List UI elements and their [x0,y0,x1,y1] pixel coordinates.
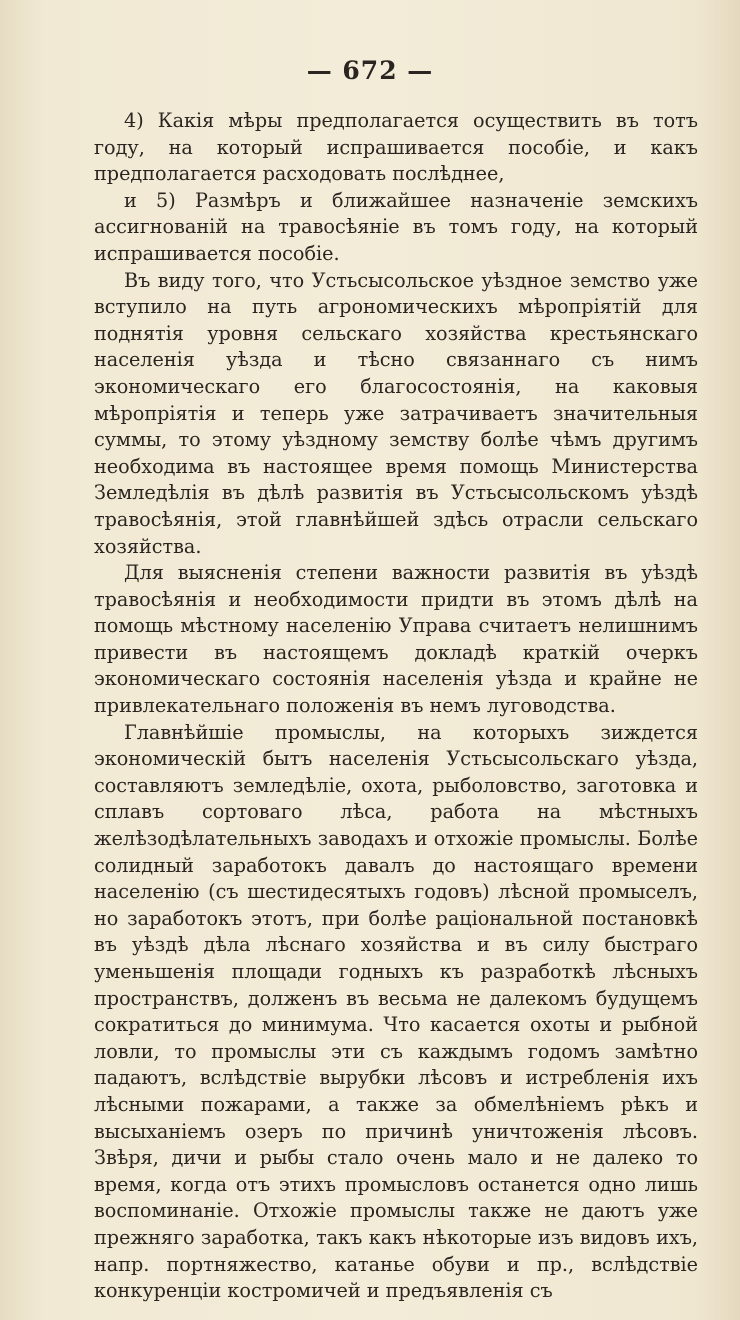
paragraph-item-5: и 5) Размѣръ и ближайшее назначеніе земскихъ ассигнованій на травосѣяніе въ томъ году, на который испрашивается пособіе. [94,188,698,265]
page-number: — 672 — [306,56,434,85]
body-text [94,108,698,1305]
paragraph-trades: Главнѣйшіе промыслы, на которыхъ зиждется экономическій бытъ населенія Устьсысольскаго уѣзда, составляютъ земледѣліе, охота, рыболовство, заготовка и сплавъ сортоваго лѣса, работа на мѣстныхъ желѣзодѣлательныхъ заводахъ и отхожіе промыслы. Болѣе солидный заработокъ давалъ до настоящаго времени населенію (съ шестидесятыхъ годовъ) лѣсной промыселъ, но заработокъ этотъ, при болѣе раціональной постановкѣ въ уѣздѣ дѣла лѣснаго хозяйства и въ силу быстраго уменьшенія площади годныхъ къ разработкѣ лѣсныхъ пространствъ, долженъ въ весьма не далекомъ будущемъ сократиться до минимума. Что касается охоты и рыбной ловли, то промыслы эти съ каждымъ годомъ замѣтно падаютъ, вслѣдствіе вырубки лѣсовъ и истребленія ихъ лѣсными пожарами, а также за обмелѣніемъ рѣкъ и высыханіемъ озеръ по причинѣ уничтоженія лѣсовъ. Звѣря, дичи и рыбы стало очень мало и не далеко то время, когда отъ этихъ промысловъ останется одно лишь воспоминаніе. Отхожіе промыслы также не даютъ уже прежняго заработка, такъ какъ нѣкоторые изъ видовъ ихъ, напр. портняжество, катанье обуви и пр., вслѣдствіе конкуренціи костромичей и предъявленія съ [94,720,698,1303]
paragraph-intro: Въ виду того, что Устьсысольское уѣздное земство уже вступило на путь агрономическихъ мѣропріятій для поднятія уровня сельскаго хозяйства крестьянскаго населенія уѣзда и тѣсно связаннаго съ нимъ экономическаго его благосостоянія, на каковыя мѣропріятія и теперь уже затрачиваетъ значительныя суммы, то этому уѣздному земству болѣе чѣмъ другимъ необходима въ настоящее время помощь Министерства Земледѣлія въ дѣлѣ развитія въ Устьсысольскомъ уѣздѣ травосѣянія, этой главнѣйшей здѣсь отрасли сельскаго хозяйства. [94,268,698,558]
paragraph-item-4: 4) Какія мѣры предполагается осуществить въ тотъ году, на который испрашивается пособіе, и какъ предполагается расходовать послѣднее, [94,109,698,186]
paragraph-clarification: Для выясненія степени важности развитія въ уѣздѣ травосѣянія и необходимости придти въ этомъ дѣлѣ на помощь мѣстному населенію Управа считаетъ нелишнимъ привести въ настоящемъ докладѣ краткій очеркъ экономическаго состоянія населенія уѣзда и крайне не привлекательнаго положенія въ немъ луговодства. [94,561,698,718]
